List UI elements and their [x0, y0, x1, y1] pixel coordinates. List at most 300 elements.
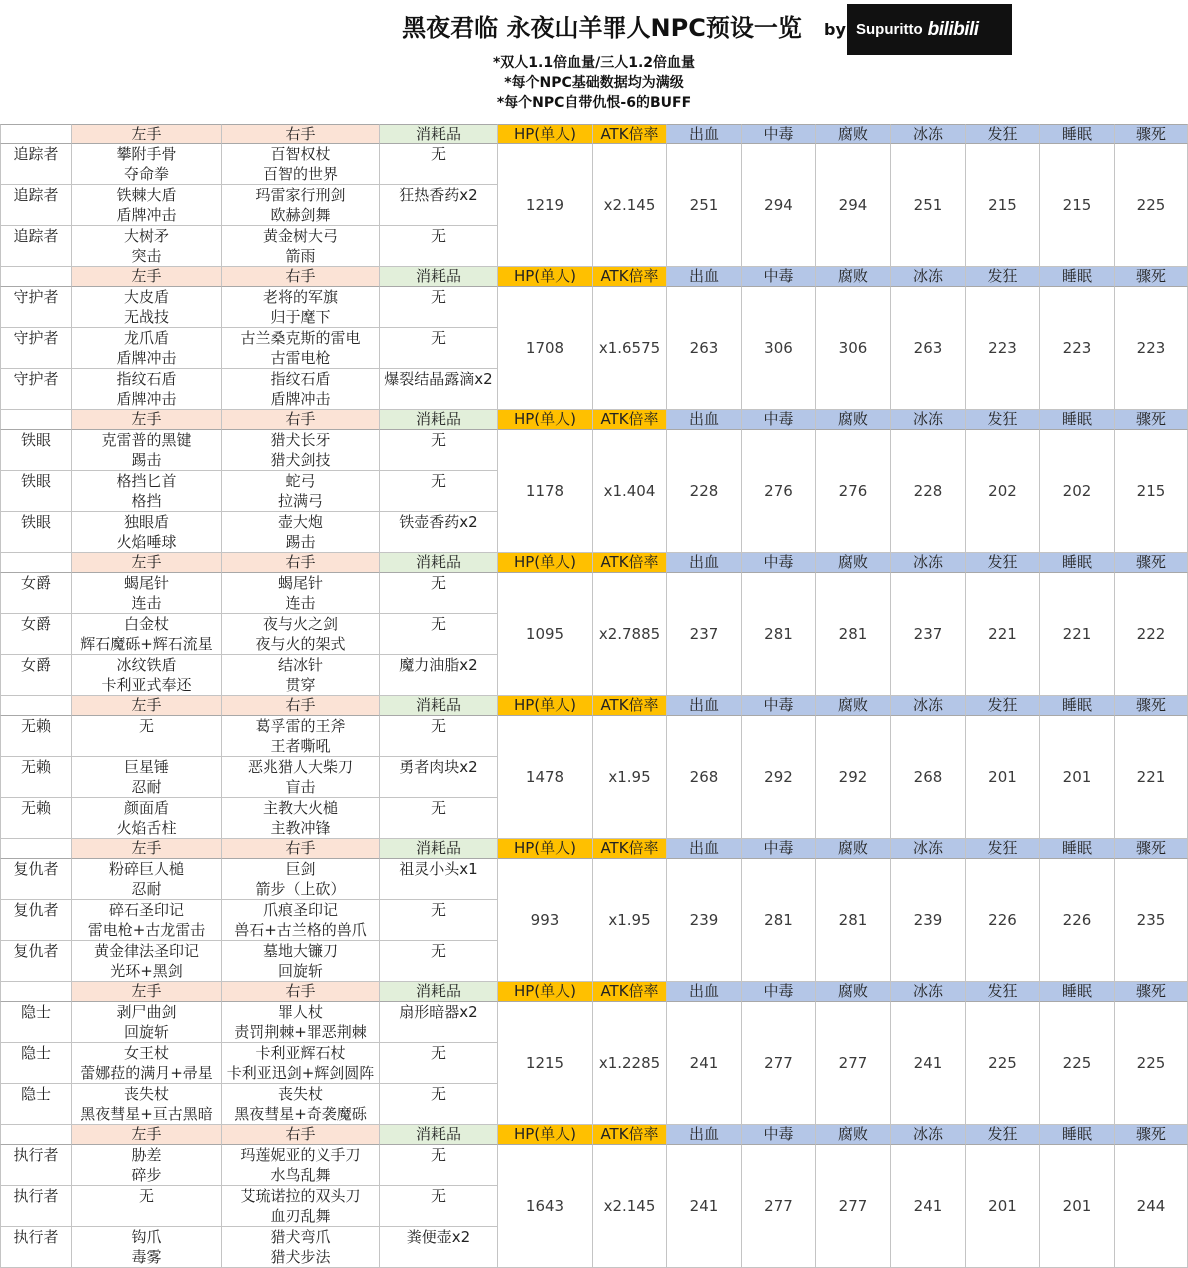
- column-header-left-hand: 左手: [72, 982, 222, 1002]
- bleed-resistance: 228: [667, 430, 742, 553]
- column-header-poison: 中毒: [742, 1125, 816, 1145]
- right-hand-skill: 箭雨: [285, 247, 316, 265]
- class-name: 守护者: [0, 369, 72, 410]
- left-hand-cell: [72, 1002, 222, 1043]
- left-hand-weapon: 克雷普的黑键: [101, 431, 192, 449]
- left-hand-skill: 盾牌冲击: [116, 206, 177, 224]
- right-hand-skill: 兽石+古兰格的兽爪: [234, 921, 367, 939]
- left-hand-weapon: 龙爪盾: [123, 329, 169, 347]
- right-hand-weapon: 猎犬弯爪: [270, 1228, 331, 1246]
- column-header-sleep: 睡眠: [1040, 1125, 1115, 1145]
- column-header-bleed: 出血: [667, 839, 742, 859]
- left-hand-cell: [72, 226, 222, 267]
- page-title: 黑夜君临 永夜山羊罪人NPC预设一览: [402, 14, 802, 42]
- poison-resistance: 281: [742, 859, 816, 982]
- right-hand-weapon: 罪人杖: [277, 1003, 323, 1021]
- column-header-sleep: 睡眠: [1040, 124, 1115, 144]
- column-header-rot: 腐败: [816, 124, 891, 144]
- left-hand-skill: 火焰舌柱: [116, 819, 177, 837]
- right-hand-skill: 猎犬剑技: [270, 451, 331, 469]
- left-hand-weapon: 大树矛: [123, 227, 169, 245]
- consumable: 无: [380, 716, 498, 757]
- right-hand-weapon: 蛇弓: [285, 472, 316, 490]
- right-hand-skill: 拉满弓: [277, 492, 323, 510]
- right-hand-weapon: 丧失杖: [277, 1085, 323, 1103]
- left-hand-cell: [72, 430, 222, 471]
- right-hand-cell: [222, 1043, 380, 1084]
- column-header-blank: [0, 982, 72, 1002]
- left-hand-skill: 夺命拳: [123, 165, 169, 183]
- right-hand-cell: [222, 614, 380, 655]
- class-name: 复仇者: [0, 941, 72, 982]
- hp-value: 1095: [498, 573, 593, 696]
- consumable: 无: [380, 226, 498, 267]
- death-resistance: 235: [1115, 859, 1188, 982]
- madness-resistance: 221: [966, 573, 1040, 696]
- class-name: 隐士: [0, 1084, 72, 1125]
- right-hand-cell: [222, 369, 380, 410]
- left-hand-weapon: 无: [138, 717, 154, 735]
- right-hand-skill: 古雷电枪: [270, 349, 331, 367]
- left-hand-weapon: 蝎尾针: [123, 574, 169, 592]
- class-name: 追踪者: [0, 185, 72, 226]
- column-header-rot: 腐败: [816, 553, 891, 573]
- column-header-blank: [0, 839, 72, 859]
- poison-resistance: 306: [742, 287, 816, 410]
- frost-resistance: 241: [891, 1002, 966, 1125]
- left-hand-weapon: 钩爪: [131, 1228, 162, 1246]
- madness-resistance: 201: [966, 1145, 1040, 1268]
- column-header-frost: 冰冻: [891, 124, 966, 144]
- right-hand-weapon: 玛雷家行刑剑: [255, 186, 346, 204]
- left-hand-cell: [72, 614, 222, 655]
- column-header-atk: ATK倍率: [593, 696, 667, 716]
- column-header-rot: 腐败: [816, 410, 891, 430]
- column-header-death: 骤死: [1115, 1125, 1188, 1145]
- bleed-resistance: 251: [667, 144, 742, 267]
- left-hand-cell: [72, 941, 222, 982]
- column-header-poison: 中毒: [742, 124, 816, 144]
- left-hand-weapon: 白金杖: [123, 615, 169, 633]
- column-header-consumable: 消耗品: [380, 267, 498, 287]
- column-header-consumable: 消耗品: [380, 1125, 498, 1145]
- right-hand-cell: [222, 512, 380, 553]
- poison-resistance: 294: [742, 144, 816, 267]
- column-header-death: 骤死: [1115, 696, 1188, 716]
- column-header-poison: 中毒: [742, 839, 816, 859]
- npc-block: [0, 124, 1188, 267]
- column-header-atk: ATK倍率: [593, 1125, 667, 1145]
- class-name: 执行者: [0, 1145, 72, 1186]
- madness-resistance: 201: [966, 716, 1040, 839]
- column-header-madness: 发狂: [966, 267, 1040, 287]
- poison-resistance: 276: [742, 430, 816, 553]
- left-hand-weapon: 冰纹铁盾: [116, 656, 177, 674]
- column-header-right-hand: 右手: [222, 839, 380, 859]
- left-hand-cell: [72, 471, 222, 512]
- column-header-rot: 腐败: [816, 267, 891, 287]
- left-hand-skill: 碎步: [131, 1166, 162, 1184]
- column-header-sleep: 睡眠: [1040, 553, 1115, 573]
- class-name: 执行者: [0, 1227, 72, 1268]
- right-hand-cell: [222, 1084, 380, 1125]
- atk-multiplier: x1.404: [593, 430, 667, 553]
- left-hand-cell: [72, 1227, 222, 1268]
- column-header-bleed: 出血: [667, 410, 742, 430]
- right-hand-skill: 主教冲锋: [270, 819, 331, 837]
- left-hand-cell: [72, 369, 222, 410]
- rot-resistance: 281: [816, 573, 891, 696]
- rot-resistance: 294: [816, 144, 891, 267]
- sleep-resistance: 225: [1040, 1002, 1115, 1125]
- column-header-frost: 冰冻: [891, 553, 966, 573]
- sleep-resistance: 201: [1040, 716, 1115, 839]
- right-hand-weapon: 百智权杖: [270, 145, 331, 163]
- death-resistance: 223: [1115, 287, 1188, 410]
- column-header-poison: 中毒: [742, 696, 816, 716]
- column-header-frost: 冰冻: [891, 696, 966, 716]
- right-hand-cell: [222, 1227, 380, 1268]
- right-hand-skill: 归于麾下: [270, 308, 331, 326]
- right-hand-cell: [222, 287, 380, 328]
- column-header-bleed: 出血: [667, 1125, 742, 1145]
- right-hand-cell: [222, 859, 380, 900]
- death-resistance: 225: [1115, 1002, 1188, 1125]
- poison-resistance: 281: [742, 573, 816, 696]
- frost-resistance: 237: [891, 573, 966, 696]
- author-watermark: [847, 4, 1012, 55]
- right-hand-weapon: 爪痕圣印记: [262, 901, 338, 919]
- column-header-blank: [0, 553, 72, 573]
- hp-value: 1478: [498, 716, 593, 839]
- column-header-right-hand: 右手: [222, 410, 380, 430]
- rot-resistance: 276: [816, 430, 891, 553]
- column-header-hp: HP(单人): [498, 839, 593, 859]
- column-header-madness: 发狂: [966, 982, 1040, 1002]
- sleep-resistance: 226: [1040, 859, 1115, 982]
- left-hand-cell: [72, 287, 222, 328]
- column-header-frost: 冰冻: [891, 410, 966, 430]
- left-hand-skill: 蕾娜菈的满月+帚星: [80, 1064, 213, 1082]
- class-name: 隐士: [0, 1043, 72, 1084]
- right-hand-cell: [222, 798, 380, 839]
- column-header-blank: [0, 124, 72, 144]
- consumable: 无: [380, 941, 498, 982]
- column-header-left-hand: 左手: [72, 410, 222, 430]
- right-hand-weapon: 古兰桑克斯的雷电: [240, 329, 361, 347]
- column-header-consumable: 消耗品: [380, 839, 498, 859]
- left-hand-cell: [72, 859, 222, 900]
- left-hand-skill: 光环+黑剑: [110, 962, 183, 980]
- consumable: 无: [380, 1186, 498, 1227]
- column-header-left-hand: 左手: [72, 553, 222, 573]
- consumable: 勇者肉块x2: [380, 757, 498, 798]
- madness-resistance: 215: [966, 144, 1040, 267]
- right-hand-weapon: 恶兆猎人大柴刀: [247, 758, 353, 776]
- bleed-resistance: 263: [667, 287, 742, 410]
- column-header-hp: HP(单人): [498, 1125, 593, 1145]
- right-hand-cell: [222, 900, 380, 941]
- left-hand-skill: 卡利亚式奉还: [101, 676, 192, 694]
- left-hand-weapon: 胁差: [131, 1146, 162, 1164]
- left-hand-weapon: 独眼盾: [123, 513, 169, 531]
- right-hand-weapon: 指纹石盾: [270, 370, 331, 388]
- left-hand-skill: 火焰唾球: [116, 533, 177, 551]
- column-header-hp: HP(单人): [498, 982, 593, 1002]
- madness-resistance: 223: [966, 287, 1040, 410]
- sleep-resistance: 202: [1040, 430, 1115, 553]
- rot-resistance: 277: [816, 1002, 891, 1125]
- class-name: 铁眼: [0, 512, 72, 553]
- consumable: 魔力油脂x2: [380, 655, 498, 696]
- column-header-madness: 发狂: [966, 696, 1040, 716]
- class-name: 隐士: [0, 1002, 72, 1043]
- consumable: 狂热香药x2: [380, 185, 498, 226]
- sleep-resistance: 221: [1040, 573, 1115, 696]
- left-hand-weapon: 女王杖: [123, 1044, 169, 1062]
- column-header-madness: 发狂: [966, 553, 1040, 573]
- consumable: 无: [380, 1145, 498, 1186]
- column-header-hp: HP(单人): [498, 696, 593, 716]
- class-name: 复仇者: [0, 900, 72, 941]
- right-hand-skill: 水鸟乱舞: [270, 1166, 331, 1184]
- class-name: 铁眼: [0, 430, 72, 471]
- madness-resistance: 225: [966, 1002, 1040, 1125]
- left-hand-skill: 辉石魔砾+辉石流星: [80, 635, 213, 653]
- right-hand-weapon: 巨剑: [285, 860, 316, 878]
- right-hand-cell: [222, 185, 380, 226]
- left-hand-skill: 忍耐: [131, 778, 162, 796]
- left-hand-skill: 无战技: [123, 308, 169, 326]
- class-name: 守护者: [0, 287, 72, 328]
- class-name: 无赖: [0, 798, 72, 839]
- class-name: 追踪者: [0, 226, 72, 267]
- consumable: 无: [380, 1084, 498, 1125]
- left-hand-skill: 突击: [131, 247, 162, 265]
- npc-block: [0, 410, 1188, 553]
- column-header-right-hand: 右手: [222, 267, 380, 287]
- bleed-resistance: 268: [667, 716, 742, 839]
- consumable: 无: [380, 1043, 498, 1084]
- column-header-left-hand: 左手: [72, 267, 222, 287]
- class-name: 复仇者: [0, 859, 72, 900]
- column-header-poison: 中毒: [742, 982, 816, 1002]
- consumable: 粪便壶x2: [380, 1227, 498, 1268]
- left-hand-weapon: 无: [138, 1187, 154, 1205]
- right-hand-cell: [222, 226, 380, 267]
- consumable: 铁壶香药x2: [380, 512, 498, 553]
- column-header-bleed: 出血: [667, 982, 742, 1002]
- class-name: 守护者: [0, 328, 72, 369]
- column-header-atk: ATK倍率: [593, 839, 667, 859]
- left-hand-skill: 黑夜彗星+亘古黑暗: [80, 1105, 213, 1123]
- poison-resistance: 292: [742, 716, 816, 839]
- bleed-resistance: 241: [667, 1145, 742, 1268]
- left-hand-cell: [72, 798, 222, 839]
- column-header-blank: [0, 267, 72, 287]
- column-header-left-hand: 左手: [72, 839, 222, 859]
- column-header-blank: [0, 410, 72, 430]
- consumable: 无: [380, 328, 498, 369]
- left-hand-weapon: 剥尸曲剑: [116, 1003, 177, 1021]
- right-hand-weapon: 结冰针: [277, 656, 323, 674]
- consumable: 无: [380, 471, 498, 512]
- class-name: 无赖: [0, 757, 72, 798]
- frost-resistance: 251: [891, 144, 966, 267]
- column-header-death: 骤死: [1115, 839, 1188, 859]
- frost-resistance: 263: [891, 287, 966, 410]
- right-hand-skill: 回旋斩: [277, 962, 323, 980]
- class-name: 执行者: [0, 1186, 72, 1227]
- npc-block: [0, 553, 1188, 696]
- right-hand-weapon: 葛孚雷的王斧: [255, 717, 346, 735]
- left-hand-weapon: 指纹石盾: [116, 370, 177, 388]
- hp-value: 993: [498, 859, 593, 982]
- column-header-frost: 冰冻: [891, 839, 966, 859]
- column-header-sleep: 睡眠: [1040, 267, 1115, 287]
- poison-resistance: 277: [742, 1002, 816, 1125]
- notes: [0, 53, 1188, 113]
- column-header-rot: 腐败: [816, 696, 891, 716]
- madness-resistance: 202: [966, 430, 1040, 553]
- left-hand-weapon: 攀附手骨: [116, 145, 177, 163]
- left-hand-cell: [72, 1145, 222, 1186]
- column-header-rot: 腐败: [816, 1125, 891, 1145]
- left-hand-weapon: 铁棘大盾: [116, 186, 177, 204]
- right-hand-cell: [222, 471, 380, 512]
- column-header-atk: ATK倍率: [593, 982, 667, 1002]
- right-hand-cell: [222, 430, 380, 471]
- right-hand-skill: 血刃乱舞: [270, 1207, 331, 1225]
- hp-value: 1215: [498, 1002, 593, 1125]
- right-hand-cell: [222, 328, 380, 369]
- death-resistance: 225: [1115, 144, 1188, 267]
- rot-resistance: 277: [816, 1145, 891, 1268]
- column-header-bleed: 出血: [667, 553, 742, 573]
- left-hand-skill: 盾牌冲击: [116, 390, 177, 408]
- right-hand-cell: [222, 1002, 380, 1043]
- column-header-atk: ATK倍率: [593, 267, 667, 287]
- column-header-blank: [0, 696, 72, 716]
- column-header-right-hand: 右手: [222, 124, 380, 144]
- hp-value: 1178: [498, 430, 593, 553]
- left-hand-cell: [72, 655, 222, 696]
- left-hand-skill: 连击: [131, 594, 162, 612]
- column-header-right-hand: 右手: [222, 696, 380, 716]
- column-header-madness: 发狂: [966, 1125, 1040, 1145]
- column-header-atk: ATK倍率: [593, 553, 667, 573]
- column-header-madness: 发狂: [966, 839, 1040, 859]
- right-hand-skill: 王者嘶吼: [270, 737, 331, 755]
- sleep-resistance: 223: [1040, 287, 1115, 410]
- frost-resistance: 241: [891, 1145, 966, 1268]
- left-hand-skill: 格挡: [131, 492, 162, 510]
- right-hand-weapon: 老将的军旗: [262, 288, 338, 306]
- column-header-sleep: 睡眠: [1040, 982, 1115, 1002]
- sleep-resistance: 215: [1040, 144, 1115, 267]
- note-line: *双人1.1倍血量/三人1.2倍血量: [492, 55, 696, 71]
- left-hand-cell: [72, 757, 222, 798]
- npc-block: [0, 1125, 1188, 1268]
- column-header-bleed: 出血: [667, 696, 742, 716]
- left-hand-cell: [72, 900, 222, 941]
- atk-multiplier: x1.2285: [593, 1002, 667, 1125]
- right-hand-cell: [222, 655, 380, 696]
- class-name: 无赖: [0, 716, 72, 757]
- npc-block: [0, 267, 1188, 410]
- rot-resistance: 306: [816, 287, 891, 410]
- bleed-resistance: 241: [667, 1002, 742, 1125]
- death-resistance: 244: [1115, 1145, 1188, 1268]
- right-hand-skill: 黑夜彗星+奇袭魔砾: [234, 1105, 367, 1123]
- right-hand-weapon: 玛莲妮亚的义手刀: [240, 1146, 361, 1164]
- note-line: *每个NPC基础数据均为满级: [504, 75, 684, 91]
- column-header-bleed: 出血: [667, 124, 742, 144]
- left-hand-cell: [72, 1084, 222, 1125]
- right-hand-skill: 责罚荆棘+罪恶荆棘: [234, 1023, 367, 1041]
- poison-resistance: 277: [742, 1145, 816, 1268]
- atk-multiplier: x1.95: [593, 716, 667, 839]
- sleep-resistance: 201: [1040, 1145, 1115, 1268]
- column-header-hp: HP(单人): [498, 124, 593, 144]
- atk-multiplier: x2.145: [593, 144, 667, 267]
- column-header-poison: 中毒: [742, 267, 816, 287]
- npc-block: [0, 982, 1188, 1125]
- byline: by: [824, 20, 846, 39]
- column-header-consumable: 消耗品: [380, 124, 498, 144]
- column-header-poison: 中毒: [742, 553, 816, 573]
- column-header-left-hand: 左手: [72, 124, 222, 144]
- right-hand-skill: 贯穿: [285, 676, 316, 694]
- column-header-sleep: 睡眠: [1040, 696, 1115, 716]
- frost-resistance: 228: [891, 430, 966, 553]
- right-hand-skill: 盾牌冲击: [270, 390, 331, 408]
- left-hand-weapon: 颜面盾: [123, 799, 169, 817]
- consumable: 无: [380, 614, 498, 655]
- death-resistance: 221: [1115, 716, 1188, 839]
- column-header-consumable: 消耗品: [380, 982, 498, 1002]
- right-hand-cell: [222, 1145, 380, 1186]
- class-name: 铁眼: [0, 471, 72, 512]
- column-header-atk: ATK倍率: [593, 410, 667, 430]
- right-hand-skill: 箭步（上砍）: [255, 880, 346, 898]
- column-header-atk: ATK倍率: [593, 124, 667, 144]
- column-header-blank: [0, 1125, 72, 1145]
- consumable: 扇形暗器x2: [380, 1002, 498, 1043]
- consumable: 爆裂结晶露滴x2: [380, 369, 498, 410]
- left-hand-weapon: 碎石圣印记: [108, 901, 184, 919]
- column-header-madness: 发狂: [966, 410, 1040, 430]
- right-hand-weapon: 夜与火之剑: [262, 615, 338, 633]
- left-hand-skill: 毒雾: [131, 1248, 162, 1266]
- right-hand-skill: 连击: [285, 594, 316, 612]
- right-hand-skill: 猎犬步法: [270, 1248, 331, 1266]
- consumable: 无: [380, 144, 498, 185]
- consumable: 无: [380, 900, 498, 941]
- death-resistance: 215: [1115, 430, 1188, 553]
- column-header-sleep: 睡眠: [1040, 839, 1115, 859]
- left-hand-weapon: 格挡匕首: [116, 472, 177, 490]
- consumable: 无: [380, 287, 498, 328]
- column-header-madness: 发狂: [966, 124, 1040, 144]
- right-hand-weapon: 艾琉诺拉的双头刀: [240, 1187, 361, 1205]
- column-header-hp: HP(单人): [498, 267, 593, 287]
- right-hand-weapon: 墓地大镰刀: [262, 942, 338, 960]
- consumable: 祖灵小头x1: [380, 859, 498, 900]
- frost-resistance: 268: [891, 716, 966, 839]
- left-hand-cell: [72, 512, 222, 553]
- left-hand-cell: [72, 185, 222, 226]
